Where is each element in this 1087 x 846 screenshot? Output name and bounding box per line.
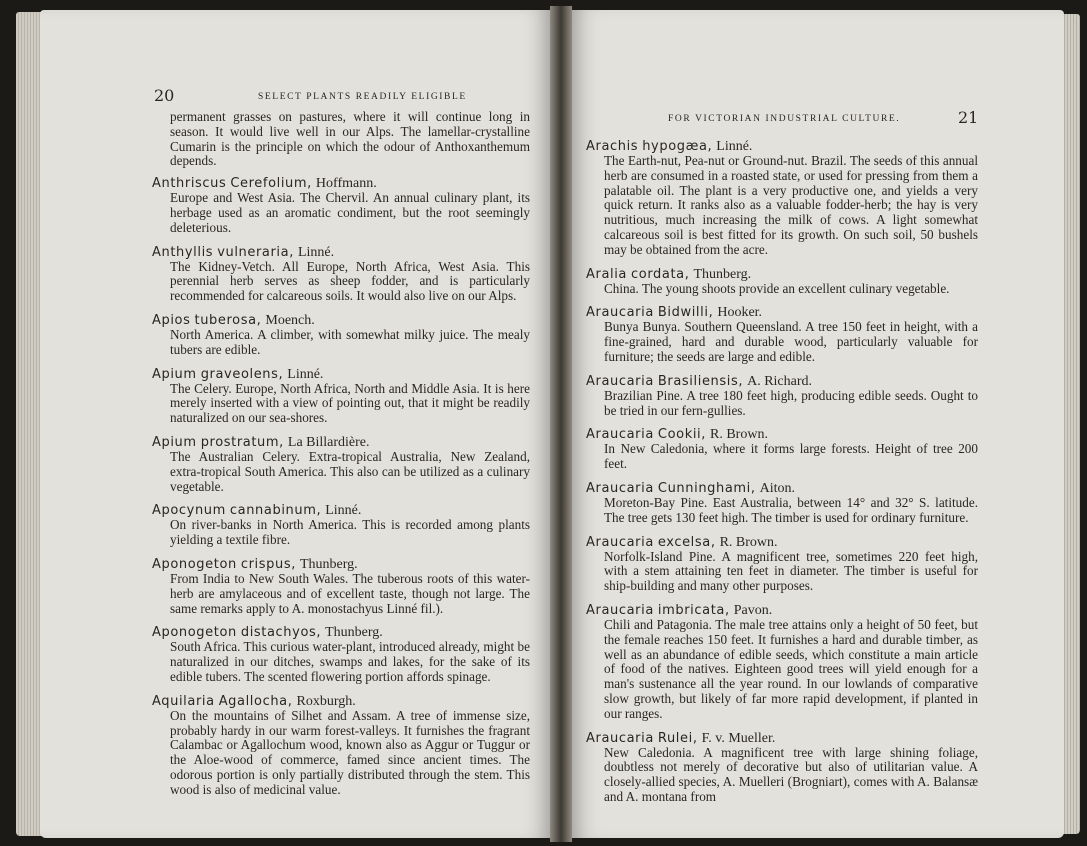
plant-entry — [586, 730, 978, 805]
species-name: vulneraria, — [217, 244, 294, 260]
entry-heading — [152, 434, 530, 450]
entry-description: Brazilian Pine. A tree 180 feet high, producing edible seeds. Ought to be tried in our fern-gullies. — [604, 387, 978, 418]
entry-heading — [586, 373, 978, 389]
entry-description: On the mountains of Silhet and Assam. A tree of immense size, probably hardy in our warm forest-valleys. It furnishes the fragrant Calambac or Agallochum wood, known also as Aggur or Tuggur or the Aloe-wood of commerce, famed since ancient times. The odorous portion is only partially distributed through the stem. This wood is also of medicinal value. — [170, 707, 530, 797]
plant-entry — [586, 480, 978, 526]
entry-heading — [152, 366, 530, 382]
genus-name: Aquilaria — [152, 693, 215, 709]
authority-name: Thunberg. — [325, 625, 383, 641]
authority-name: A. Richard. — [747, 373, 813, 389]
plant-entry — [586, 266, 978, 297]
genus-name: Aponogeton — [152, 556, 237, 572]
species-name: tuberosa, — [194, 312, 262, 328]
genus-name: Araucaria — [586, 480, 654, 496]
genus-name: Araucaria — [586, 602, 654, 618]
plant-entry — [152, 556, 530, 616]
entry-description: Europe and West Asia. The Chervil. An annual culinary plant, its herbage used as an aromatic condiment, but the root seemingly deleterious. — [170, 190, 530, 235]
right-page-number: 21 — [958, 108, 979, 127]
authority-name: Linné. — [297, 244, 335, 260]
species-name: Cerefolium, — [230, 176, 312, 192]
species-name: Cookii, — [657, 427, 706, 443]
genus-name: Apium — [152, 366, 197, 382]
entry-heading — [152, 693, 530, 709]
genus-name: Anthyllis — [152, 244, 214, 260]
genus-name: Araucaria — [586, 373, 654, 389]
entry-heading — [586, 730, 978, 746]
authority-name: F. v. Mueller. — [701, 730, 776, 746]
entry-description: The Kidney-Vetch. All Europe, North Africa, West Asia. This perennial herb serves as sheep fodder, and is particularly recommended for calcareous soils. It would also live on our Alps. — [170, 258, 530, 304]
entry-heading — [152, 175, 530, 191]
species-name: excelsa, — [657, 534, 716, 550]
entry-heading — [586, 138, 978, 154]
species-name: cordata, — [631, 266, 690, 282]
entry-description: Chili and Patagonia. The male tree attains only a height of 50 feet, but the female reaches 150 feet. It furnishes a hard and durable timber, as well as an abundance of edible seeds, which constitute a main article of food of the natives. Eighteen good trees will yield enough for a man's sustenance all the year round. In our lowlands of comparative slow growth, but likely of far more rapid development, if planted in our ranges. — [604, 616, 978, 721]
plant-entry — [586, 373, 978, 419]
entry-heading — [586, 266, 978, 282]
entry-description: From India to New South Wales. The tuberous roots of this water-herb are amylaceous and of excellent taste, though not large. The same remarks apply to A. monostachyus Linné fil.). — [170, 570, 530, 616]
entry-description: In New Caledonia, where it forms large forests. Height of tree 200 feet. — [604, 441, 978, 472]
authority-name: La Billardière. — [287, 434, 370, 450]
plant-entry — [152, 366, 530, 426]
genus-name: Apocynum — [152, 503, 226, 519]
authority-name: Pavon. — [733, 602, 773, 618]
entry-description: China. The young shoots provide an excellent culinary vegetable. — [604, 280, 950, 296]
authority-name: Linné. — [287, 366, 324, 382]
authority-name: R. Brown. — [719, 534, 778, 550]
plant-entry — [152, 312, 530, 358]
entry-heading — [586, 426, 978, 442]
entry-heading — [586, 480, 978, 496]
genus-name: Araucaria — [586, 534, 654, 550]
authority-name: Roxburgh. — [296, 693, 356, 709]
genus-name: Aponogeton — [152, 625, 237, 641]
entry-description: The Earth-nut, Pea-nut or Ground-nut. Brazil. The seeds of this annual herb are consumed in a roasted state, or used for pressing from them a palatable oil. The plant is a very productive one, and yields a very quick return. It ranks also as a valuable fodder-herb; the hay is very nutritious, much increasing the milk of cows. A light somewhat calcareous soil is best fitted for its growth. On such soil, 50 bushels may be obtained from the acre. — [604, 153, 978, 257]
entry-heading — [152, 244, 530, 260]
entry-description: North America. A climber, with somewhat milky juice. The mealy tubers are edible. — [170, 326, 530, 357]
plant-entry — [152, 624, 530, 684]
authority-name: Aiton. — [759, 480, 796, 496]
left-page — [40, 10, 550, 838]
authority-name: Moench. — [265, 312, 315, 328]
plant-entry — [586, 426, 978, 472]
genus-name: Araucaria — [586, 730, 654, 746]
entry-description: South Africa. This curious water-plant, introduced already, might be naturalized in our ditches, swamps and lakes, for the sake of its edible tubers. The scented flowering portion affords spinage. — [170, 639, 530, 684]
entry-heading — [152, 556, 530, 572]
genus-name: Apios — [152, 312, 191, 328]
authority-name: Hooker. — [717, 305, 763, 321]
genus-name: Araucaria — [586, 305, 654, 321]
right-page — [572, 10, 1064, 838]
species-name: Bidwilli, — [657, 305, 714, 321]
entry-heading — [586, 602, 978, 618]
species-name: cannabinum, — [229, 503, 322, 519]
entry-description: The Celery. Europe, North Africa, North and Middle Asia. It is here merely inserted with a view of pointing out, that it might be readily naturalized on our sea-shores. — [170, 380, 530, 426]
plant-entry — [586, 602, 978, 722]
book-gutter — [550, 6, 572, 842]
entry-description: The Australian Celery. Extra-tropical Australia, New Zealand, extra-tropical South America. This also can be utilized as a culinary vegetable. — [170, 448, 530, 494]
species-name: distachyos, — [240, 625, 322, 641]
authority-name: Thunberg. — [299, 556, 358, 572]
entry-description: Bunya Bunya. Southern Queensland. A tree 150 feet in height, with a fine-grained, hard and durable wood, particularly valuable for furniture; the seeds are large and edible. — [604, 319, 978, 364]
entry-description: New Caledonia. A magnificent tree with large shining foliage, doubtless not merely of decorative but also of utilitarian value. A closely-allied species, A. Muelleri (Brogniart), comes with A. Balansæ and A. montana from — [604, 744, 978, 804]
entry-heading — [152, 624, 530, 640]
plant-entry — [152, 175, 530, 235]
entry-heading — [152, 502, 530, 518]
species-name: prostratum, — [200, 434, 284, 450]
plant-entry — [152, 502, 530, 548]
plant-entry — [586, 138, 978, 258]
plant-entry — [152, 693, 530, 798]
plant-entry — [586, 534, 978, 594]
left-page-number: 20 — [154, 86, 175, 105]
plant-entry — [152, 244, 530, 304]
authority-name: Linné. — [716, 139, 753, 154]
genus-name: Aralia — [586, 266, 627, 282]
species-name: crispus, — [240, 556, 296, 572]
species-name: Rulei, — [657, 730, 698, 746]
genus-name: Araucaria — [586, 427, 654, 443]
entry-description: On river-banks in North America. This is recorded among plants yielding a textile fibre. — [170, 517, 530, 548]
authority-name: Hoffmann. — [315, 176, 377, 192]
right-running-head: FOR VICTORIAN INDUSTRIAL CULTURE. — [668, 114, 901, 124]
plant-entry — [152, 434, 530, 494]
authority-name: R. Brown. — [710, 427, 768, 443]
genus-name: Arachis — [586, 139, 639, 154]
entry-description: Norfolk-Island Pine. A magnificent tree, sometimes 220 feet high, with a stem attaining ten feet in diameter. The timber is useful for ship-building and many other purposes. — [604, 548, 978, 594]
entry-heading — [152, 312, 530, 328]
entry-heading — [586, 304, 978, 320]
species-name: Cunninghami, — [657, 480, 756, 496]
species-name: Agallocha, — [218, 693, 293, 709]
species-name: hypogæa, — [642, 139, 713, 154]
genus-name: Anthriscus — [152, 176, 227, 192]
entry-description: Moreton-Bay Pine. East Australia, between 14° and 32° S. latitude. The tree gets 130 feet high. The timber is used for ordinary furniture. — [604, 494, 978, 525]
authority-name: Thunberg. — [693, 266, 752, 282]
authority-name: Linné. — [325, 503, 362, 519]
species-name: graveolens, — [200, 366, 284, 382]
left-running-head: SELECT PLANTS READILY ELIGIBLE — [258, 92, 467, 102]
left-page-text — [152, 110, 530, 806]
species-name: Brasiliensis, — [657, 373, 744, 389]
right-page-text — [586, 138, 978, 813]
entry-heading — [586, 534, 978, 550]
plant-entry — [586, 304, 978, 364]
continuation-paragraph: permanent grasses on pastures, where it will continue long in season. It would live well in our Alps. The lamellar-crystalline Cumarin is the principle on which the odour of Anthoxanthemum depends. — [170, 109, 530, 169]
species-name: imbricata, — [657, 602, 730, 618]
genus-name: Apium — [152, 434, 197, 450]
